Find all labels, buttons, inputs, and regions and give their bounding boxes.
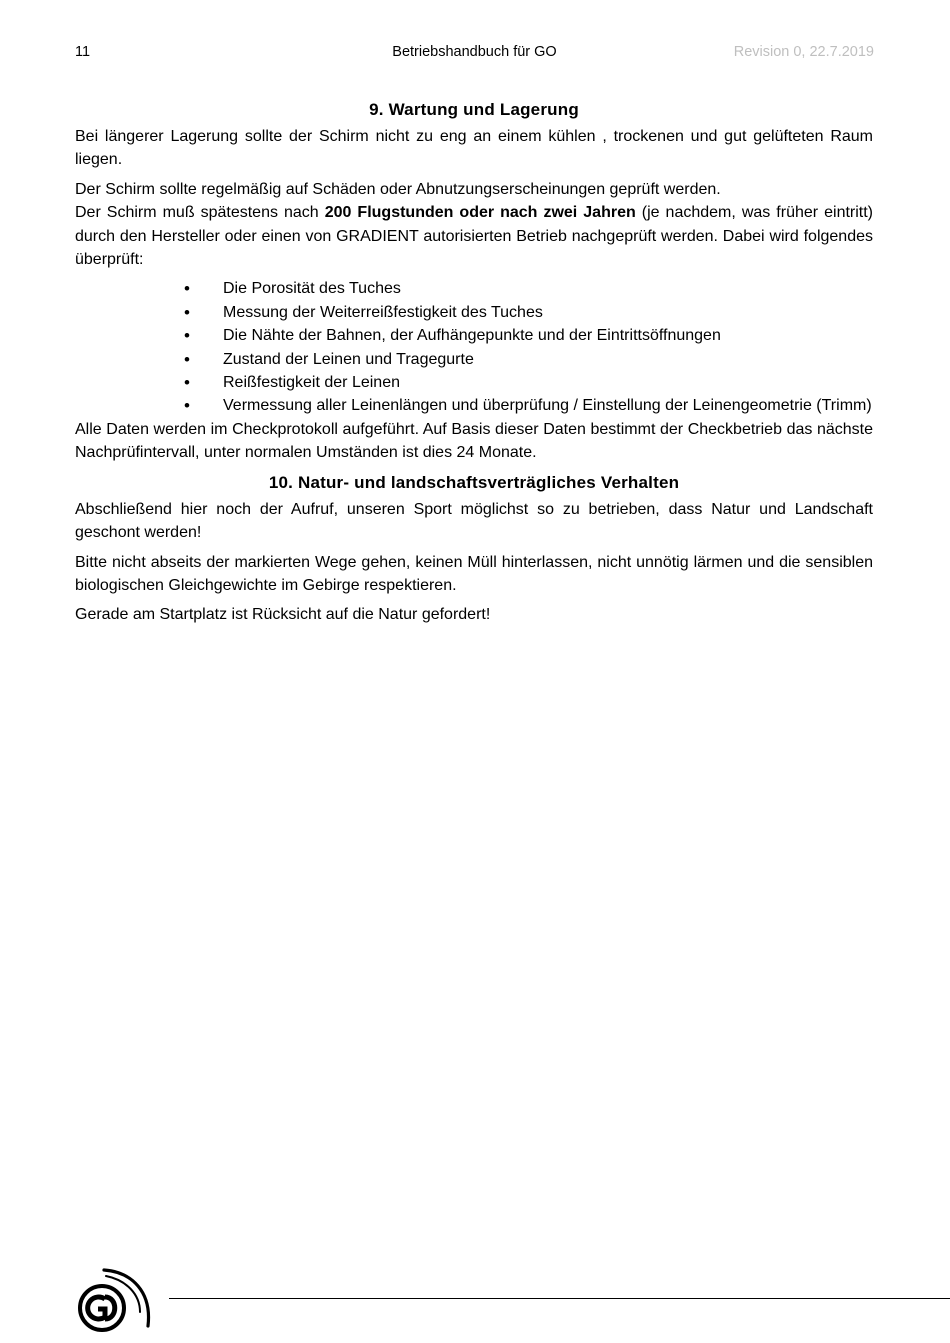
section-9-storage-paragraph: Bei längerer Lagerung sollte der Schirm nicht zu eng an einem kühlen , trockenen und gut gelüfteten Raum liegen. (75, 128, 873, 169)
list-item: • Vermessung aller Leinenlängen und überprüfung / Einstellung der Leinengeometrie (Trimm) (75, 394, 873, 417)
list-item: • Zustand der Leinen und Tragegurte (75, 348, 873, 371)
section-10-rules-paragraph: Bitte nicht abseits der markierten Wege gehen, keinen Müll hinterlassen, nicht unnötig lärmen und die sensiblen biologischen Gleichgewichte im Gebirge respektieren. (75, 553, 873, 594)
page-content (75, 98, 873, 633)
bullet-icon: • (184, 349, 190, 369)
bullet-icon: • (184, 302, 190, 322)
list-item: • Messung der Weiterreißfestigkeit des Tuches (75, 301, 873, 324)
inspection-interval-post: (je nachdem, was früher eintritt) durch den Hersteller oder einen von GRADIENT autorisierten Betrieb nachgeprüft werden. Dabei wird folgendes überprüft: (75, 204, 874, 269)
inspection-intro-line: Der Schirm sollte regelmäßig auf Schäden oder Abnutzungserscheinungen geprüft werden. (75, 180, 721, 198)
section-10-heading: 10. Natur- und landschaftsverträgliches Verhalten (268, 472, 680, 492)
revision-label: Revision 0, 22.7.2019 (733, 44, 874, 60)
list-item: • Reißfestigkeit der Leinen (75, 371, 873, 394)
bullet-icon: • (184, 396, 190, 416)
list-item: • Die Nähte der Bahnen, der Aufhängepunkte und der Eintrittsöffnungen (75, 324, 873, 347)
document-title: Betriebshandbuch für GO (392, 44, 557, 60)
bullet-icon: • (184, 279, 190, 299)
footer-divider (169, 1298, 950, 1299)
section-9-inspection-paragraph (75, 178, 873, 272)
section-9-heading: 9. Wartung und Lagerung (369, 100, 579, 119)
inspection-interval-pre: Der Schirm muß spätestens nach (75, 204, 325, 222)
list-item: • Die Porosität des Tuches (75, 277, 873, 300)
bullet-icon: • (184, 326, 190, 346)
section-10-appeal-paragraph: Abschließend hier noch der Aufruf, unseren Sport möglichst so zu betrieben, dass Natur und Landschaft geschont werden! (75, 500, 873, 542)
page-number: 11 (75, 44, 91, 60)
gradient-go-logo-icon (74, 1268, 154, 1332)
page-header (75, 44, 874, 64)
inspection-interval-bold: 200 Flugstunden oder nach zwei Jahren (324, 204, 636, 222)
section-10-startplace-paragraph: Gerade am Startplatz ist Rücksicht auf die Natur gefordert! (75, 606, 491, 624)
bullet-icon: • (184, 373, 190, 393)
section-9-data-paragraph: Alle Daten werden im Checkprotokoll aufgeführt. Auf Basis dieser Daten bestimmt der Checkbetrieb das nächste Nachprüfintervall, unter normalen Umständen ist dies 24 Monate. (75, 420, 873, 462)
inspection-checklist (75, 277, 873, 417)
